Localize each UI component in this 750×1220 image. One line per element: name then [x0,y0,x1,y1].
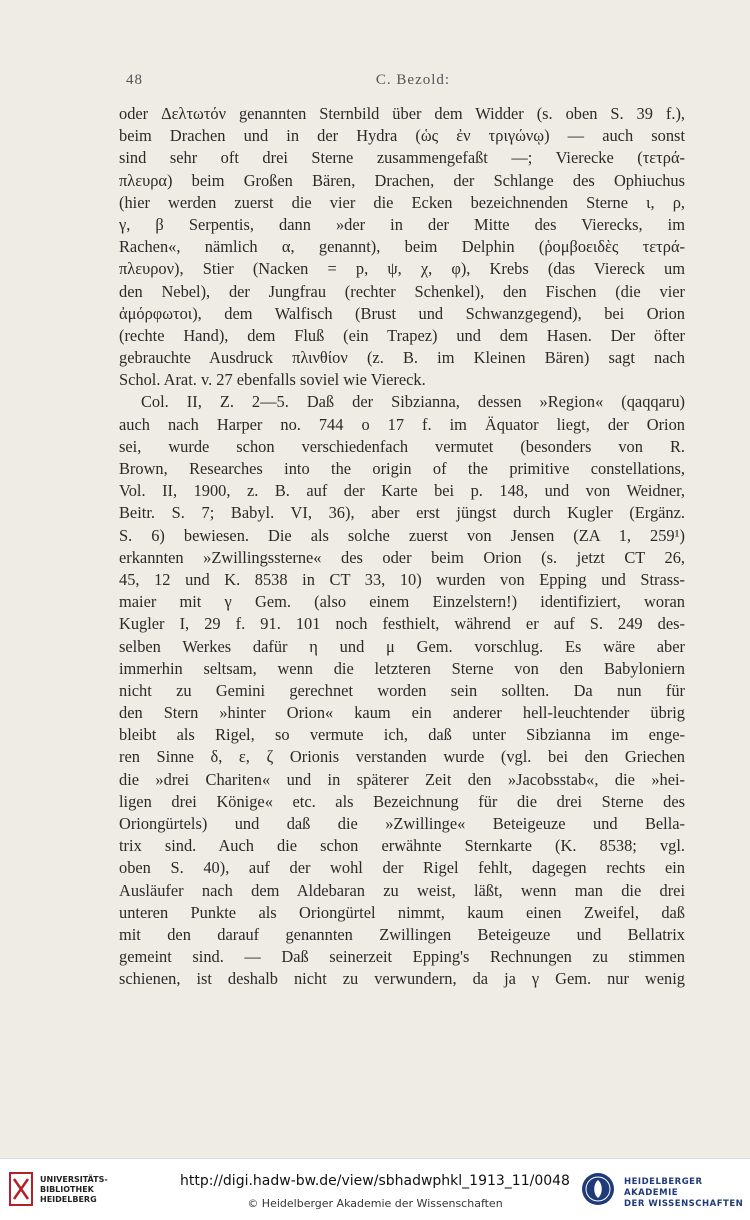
text-line: ἀμόρφωτοι), dem Walfisch (Brust und Schwanzgegend), bei Orion [119,303,685,323]
text-line: schienen, ist deshalb nicht zu verwundern, da ja γ Gem. nur wenig [119,969,685,989]
text-line: maier mit γ Gem. (also einem Einzelstern!) identifiziert, woran [119,592,685,612]
text-line: beim Drachen und in der Hydra (ὡς ἐν τριγώνῳ) — auch sonst [119,126,685,146]
page-number: 48 [126,72,143,88]
text-line: Vol. II, 1900, z. B. auf der Karte bei p. 148, und von Weidner, [119,481,685,501]
text-line: ren Sinne δ, ε, ζ Orionis verstanden wurde (vgl. bei den Griechen [119,747,685,767]
university-library-name: UNIVERSITÄTS- BIBLIOTHEK HEIDELBERG [40,1175,108,1204]
text-line: gemeint sind. — Daß seinerzeit Epping's Rechnungen zu stimmen [119,947,685,967]
text-line: oder Δελτωτόν genannten Sternbild über dem Widder (s. oben S. 39 f.), [119,104,685,123]
text-line: die »drei Chariten« und in späterer Zeit den »Jacobsstab«, die »hei- [119,769,685,789]
body-text [119,103,685,991]
text-line: unteren Punkte als Oriongürtel nimmt, kaum einen Zweifel, daß [119,902,685,922]
text-line: (hier werden zuerst die vier die Ecken bezeichnenden Sterne ι, ρ, [119,192,685,212]
text-line: Ausläufer nach dem Aldebaran zu weist, läßt, wenn man die drei [119,880,685,900]
text-line: oben S. 40), auf der wohl der Rigel fehlt, dagegen rechts ein [119,858,685,878]
page-header [122,72,684,94]
text-line: Schol. Arat. v. 27 ebenfalls soviel wie Viereck. [119,370,426,390]
text-line: sind sehr oft drei Sterne zusammengefaßt —; Vierecke (τετρά- [119,148,685,168]
text-line: mit den darauf genannten Zwillingen Beteigeuze und Bellatrix [119,924,685,944]
text-line: Oriongürtels) und daß die »Zwillinge« Beteigeuze und Bella- [119,814,685,833]
text-line: den Stern »hinter Orion« kaum ein anderer hell-leuchtender übrig [119,703,685,723]
copyright-notice: © Heidelberger Akademie der Wissenschaften [247,1197,503,1210]
text-line: γ, β Serpentis, dann »der in der Mitte des Vierecks, im [119,214,685,234]
text-line: ligen drei Könige« etc. als Bezeichnung für die drei Sterne des [119,791,685,811]
text-line: (rechte Hand), dem Fluß (ein Trapez) und dem Hasen. Der öfter [119,325,685,345]
academy-seal-icon [580,1171,616,1207]
text-line: erkannten »Zwillingssterne« des oder beim Orion (s. jetzt CT 26, [119,547,685,567]
viewer-footer [0,1158,750,1220]
text-line: gebrauchte Ausdruck πλινθίον (z. B. im Kleinen Bären) sagt nach [119,348,685,368]
text-line: trix sind. Auch die schon erwähnte Sternkarte (K. 8538; vgl. [119,836,685,856]
permalink-url[interactable]: http://digi.hadw-bw.de/view/sbhadwphkl_1913_11/0048 [180,1173,570,1189]
text-line: den Nebel), der Jungfrau (rechter Schenkel), den Fischen (die vier [119,281,685,301]
text-line: 45, 12 und K. 8538 in CT 33, 10) wurden von Epping und Strass- [119,569,685,589]
text-line: πλευρον), Stier (Nacken = p, ψ, χ, φ), Krebs (das Viereck um [119,259,685,279]
running-head: C. Bezold: [375,72,451,88]
text-line: Rachen«, nämlich α, genannt), beim Delphin (ῥομβοειδὲς τετρά- [119,237,685,257]
academy-name: HEIDELBERGER AKADEMIE DER WISSENSCHAFTEN [624,1177,744,1209]
text-line: bleibt als Rigel, so vermute ich, daß unter Sibzianna im enge- [119,725,685,745]
text-line: nicht zu Gemini gerechnet worden sein sollten. Da nun für [119,680,685,700]
text-line: immerhin seltsam, wenn die letzteren Sterne von den Babyloniern [119,658,685,678]
section-heading-line: Col. II, Z. 2—5. Daß der Sibzianna, dessen »Region« (qaqqaru) [141,392,685,412]
text-line: πλευρα) beim Großen Bären, Drachen, der Schlange des Ophiuchus [119,170,685,190]
text-line: selben Werkes dafür η und μ Gem. vorschlug. Es wäre aber [119,636,685,656]
text-line: Brown, Researches into the origin of the primitive constellations, [119,459,685,478]
text-line: Kugler I, 29 f. 91. 101 noch festhielt, während er auf S. 249 des- [119,614,685,634]
text-line: auch nach Harper no. 744 o 17 f. im Äquator liegt, der Orion [119,414,685,434]
text-line: S. 6) bewiesen. Die als solche zuerst von Jensen (ZA 1, 259¹) [119,525,685,545]
text-line: sei, wurde schon verschiedenfach vermutet (besonders von R. [119,436,685,456]
text-line: Beitr. S. 7; Babyl. VI, 36), aber erst jüngst durch Kugler (Ergänz. [119,503,685,523]
